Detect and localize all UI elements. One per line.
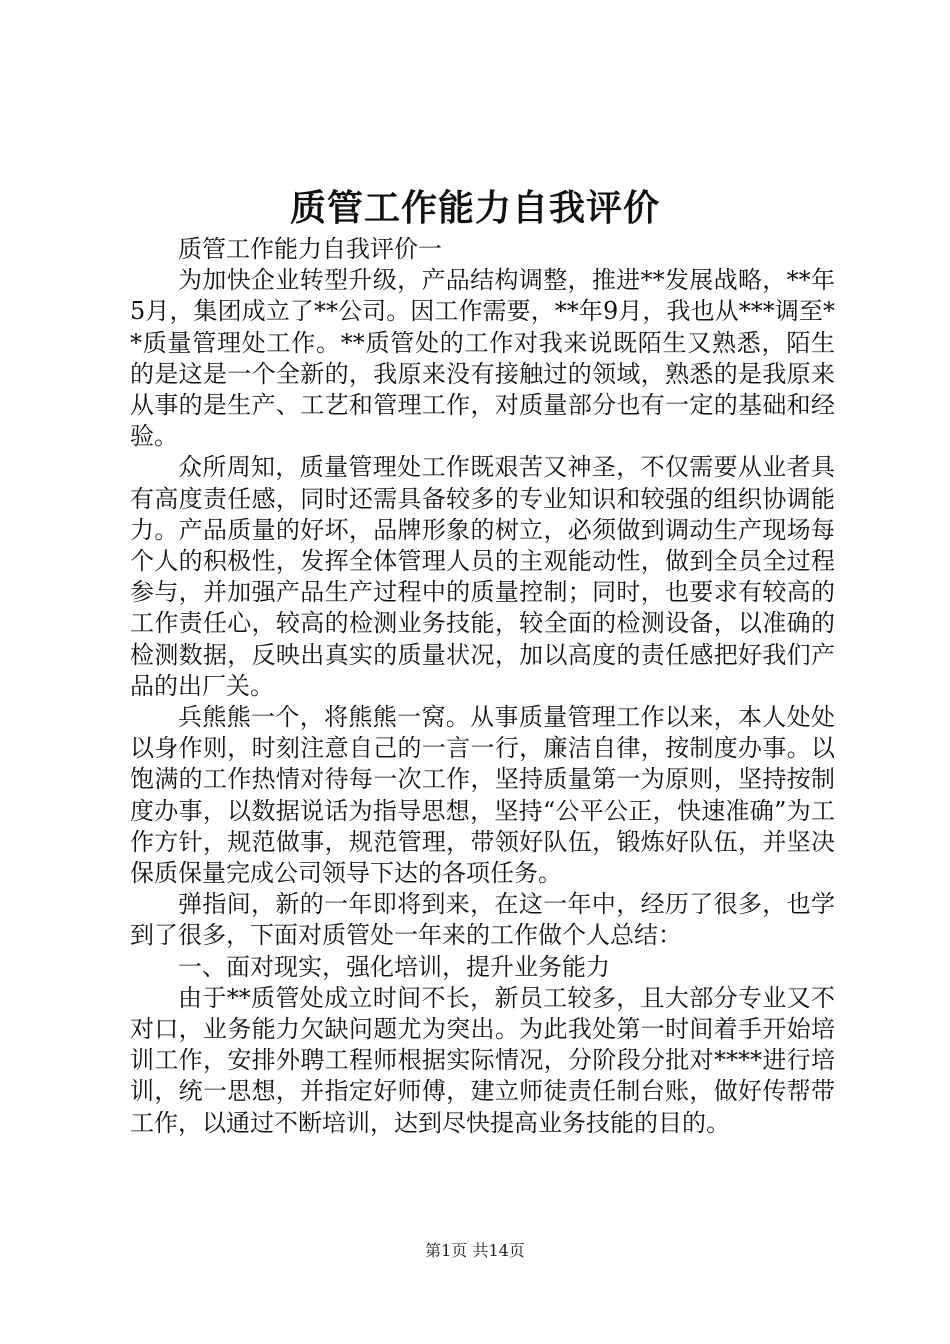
paragraph: 弹指间，新的一年即将到来，在这一年中，经历了很多，也学到了很多，下面对质管处一年来的工作做个人总结：	[130, 890, 835, 950]
paragraph: 由于**质管处成立时间不长，新员工较多，且大部分专业又不对口，业务能力欠缺问题尤为突出。为此我处第一时间着手开始培训工作，安排外聘工程师根据实际情况，分阶段分批对****进行培训，统一思想，并指定好师傅，建立师徒责任制台账，做好传帮带工作，以通过不断培训，达到尽快提高业务技能的目的。	[130, 983, 835, 1137]
paragraph: 兵熊熊一个，将熊熊一窝。从事质量管理工作以来，本人处处以身作则，时刻注意自己的一言一行，廉洁自律，按制度办事。以饱满的工作热情对待每一次工作，坚持质量第一为原则，坚持按制度办事，以数据说话为指导思想，坚持“公平公正，快速准确”为工作方针，规范做事，规范管理，带领好队伍，锻炼好队伍，并坚决保质保量完成公司领导下达的各项任务。	[130, 703, 835, 888]
page-footer: 第1页 共14页	[425, 1241, 525, 1260]
section-heading: 质管工作能力自我评价一	[178, 235, 442, 263]
section-heading: 一、面对现实，强化培训，提升业务能力	[178, 952, 610, 981]
document-body	[130, 234, 835, 1139]
paragraph: 为加快企业转型升级，产品结构调整，推进**发展战略，**年5月，集团成立了**公司。因工作需要，**年9月，我也从***调至**质量管理处工作。**质管处的工作对我来说既陌生又熟悉，陌生的是这是一个全新的，我原来没有接触过的领域，熟悉的是我原来从事的是生产、工艺和管理工作，对质量部分也有一定的基础和经验。	[130, 266, 835, 451]
paragraph: 众所周知，质量管理处工作既艰苦又神圣，不仅需要从业者具有高度责任感，同时还需具备较多的专业知识和较强的组织协调能力。产品质量的好坏，品牌形象的树立，必须做到调动生产现场每个人的积极性，发挥全体管理人员的主观能动性，做到全员全过程参与，并加强产品生产过程中的质量控制；同时，也要求有较高的工作责任心，较高的检测业务技能，较全面的检测设备，以准确的检测数据，反映出真实的质量状况，加以高度的责任感把好我们产品的出厂关。	[130, 453, 835, 700]
document-title: 质管工作能力自我评价	[289, 187, 660, 229]
